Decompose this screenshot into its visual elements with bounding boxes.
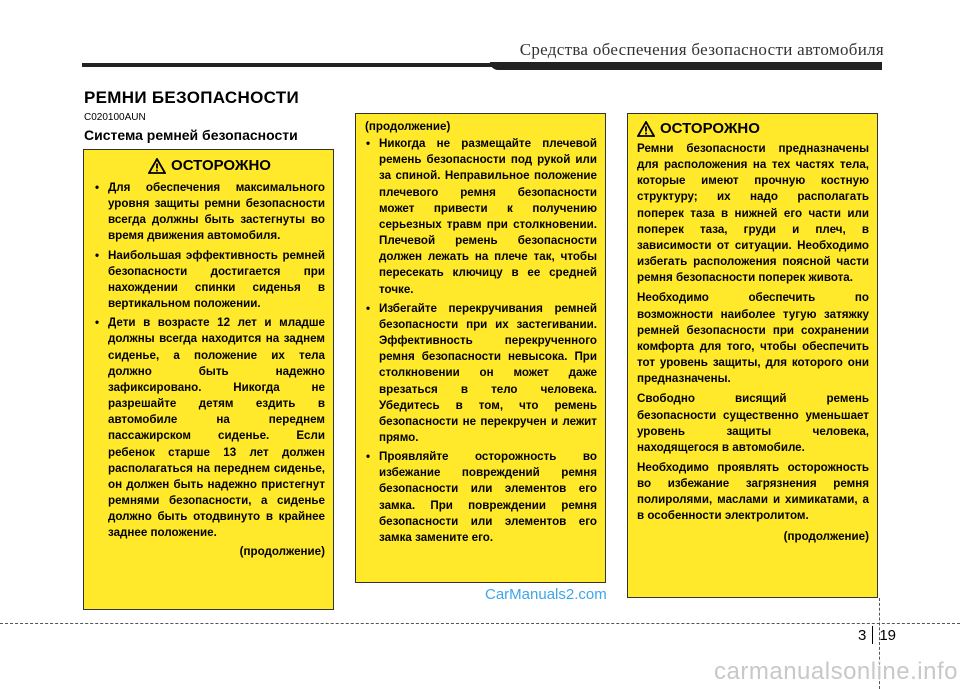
page-number bbox=[858, 626, 896, 644]
list-item: • Дети в возрасте 12 лет и младше должны всегда находится на заднем сиденье, а положение их тела должно быть надежно зафиксировано. Никогда не разрешайте детям ездить в автомобиле на переднем пассажирском сиденье. Если ребенок старше 13 лет должен располагаться на переднем сиденье, он должен быть надежно пристегнут ремнями безопасности, а сиденье должно быть отодвинуто в крайнее заднее положение. bbox=[94, 315, 325, 541]
warning-box-3 bbox=[627, 113, 878, 598]
warning-heading bbox=[637, 119, 869, 139]
warning-list bbox=[94, 180, 325, 541]
warning-list bbox=[365, 136, 597, 546]
section-subtitle: Система ремней безопасности bbox=[84, 127, 298, 143]
chapter-number: 3 bbox=[858, 626, 867, 644]
list-item: • Для обеспечения максимального уровня защиты ремни безопасности всегда должны быть застегнуты во время движения автомобиля. bbox=[94, 180, 325, 245]
warning-triangle-icon bbox=[148, 158, 166, 174]
list-item: • Наибольшая эффективность ремней безопасности достигается при нахождении спинки сиденья в вертикальном положении. bbox=[94, 248, 325, 313]
section-title: РЕМНИ БЕЗОПАСНОСТИ bbox=[84, 88, 299, 107]
footer-dashed-line bbox=[0, 623, 960, 624]
continued-top-label: (продолжение) bbox=[365, 120, 451, 133]
paragraph: Необходимо обеспечить по возможности наиболее тугую затяжку ремней безопасности при сохранении комфорта для того, чтобы обеспечить тот уровень защиты, для которого они предназначены. bbox=[637, 291, 869, 386]
paragraph: Свободно висящий ремень безопасности существенно уменьшает уровень защиты человека, находящегося в автомобиле. bbox=[637, 392, 869, 454]
continued-label: (продолжение) bbox=[239, 545, 325, 559]
list-item: • Проявляйте осторожность во избежание повреждений ремня безопасности или элементов его замка. При повреждении ремня безопасности или элементов его замка замените его. bbox=[365, 449, 597, 546]
header-tab-bar bbox=[490, 62, 882, 70]
warning-box-2 bbox=[355, 113, 606, 583]
watermark-link[interactable]: CarManuals2.com bbox=[485, 586, 607, 603]
warning-box-1 bbox=[83, 149, 334, 610]
warning-heading-label: ОСТОРОЖНО bbox=[171, 157, 271, 174]
bottom-watermark: carmanualsonline.info bbox=[714, 658, 958, 685]
list-item: • Никогда не размещайте плечевой ремень безопасности под рукой или за спиной. Неправильное положение плечевого ремня безопасности может привести к получению серьезных травм при столкновении. Плечевой ремень безопасности должен лежать на плече так, чтобы пересекать ключицу в ее средней точке. bbox=[365, 136, 597, 298]
warning-heading bbox=[94, 156, 325, 176]
list-item: • Избегайте перекручивания ремней безопасности при их застегивании. Эффективность перекрученного ремня безопасности невысока. При столкновении он может даже врезаться в тело человека. Убедитесь в том, что ремень безопасности не перекручен и лежит прямо. bbox=[365, 301, 597, 446]
page-number-value: 19 bbox=[879, 626, 897, 644]
warning-heading-label: ОСТОРОЖНО bbox=[660, 120, 760, 137]
header-title: Средства обеспечения безопасности автомобиля bbox=[519, 40, 884, 59]
paragraph: Ремни безопасности предназначены для расположения на тех частях тела, которые имеют прочную костную структуру; их надо располагать поперек таза в нижней его части или поперек таза, груди и плеч, в зависимости от ситуации. Необходимо избегать расположения поясной части ремня безопасности поперек живота. bbox=[637, 142, 869, 285]
warning-triangle-icon bbox=[637, 121, 655, 137]
section-code: C020100AUN bbox=[84, 112, 146, 123]
paragraph: Необходимо проявлять осторожность во избежание загрязнения ремня полиролями, маслами и химикатами, а в особенности электролитом. bbox=[637, 460, 869, 523]
continued-label: (продолжение) bbox=[783, 529, 869, 543]
page-number-separator bbox=[872, 626, 873, 644]
